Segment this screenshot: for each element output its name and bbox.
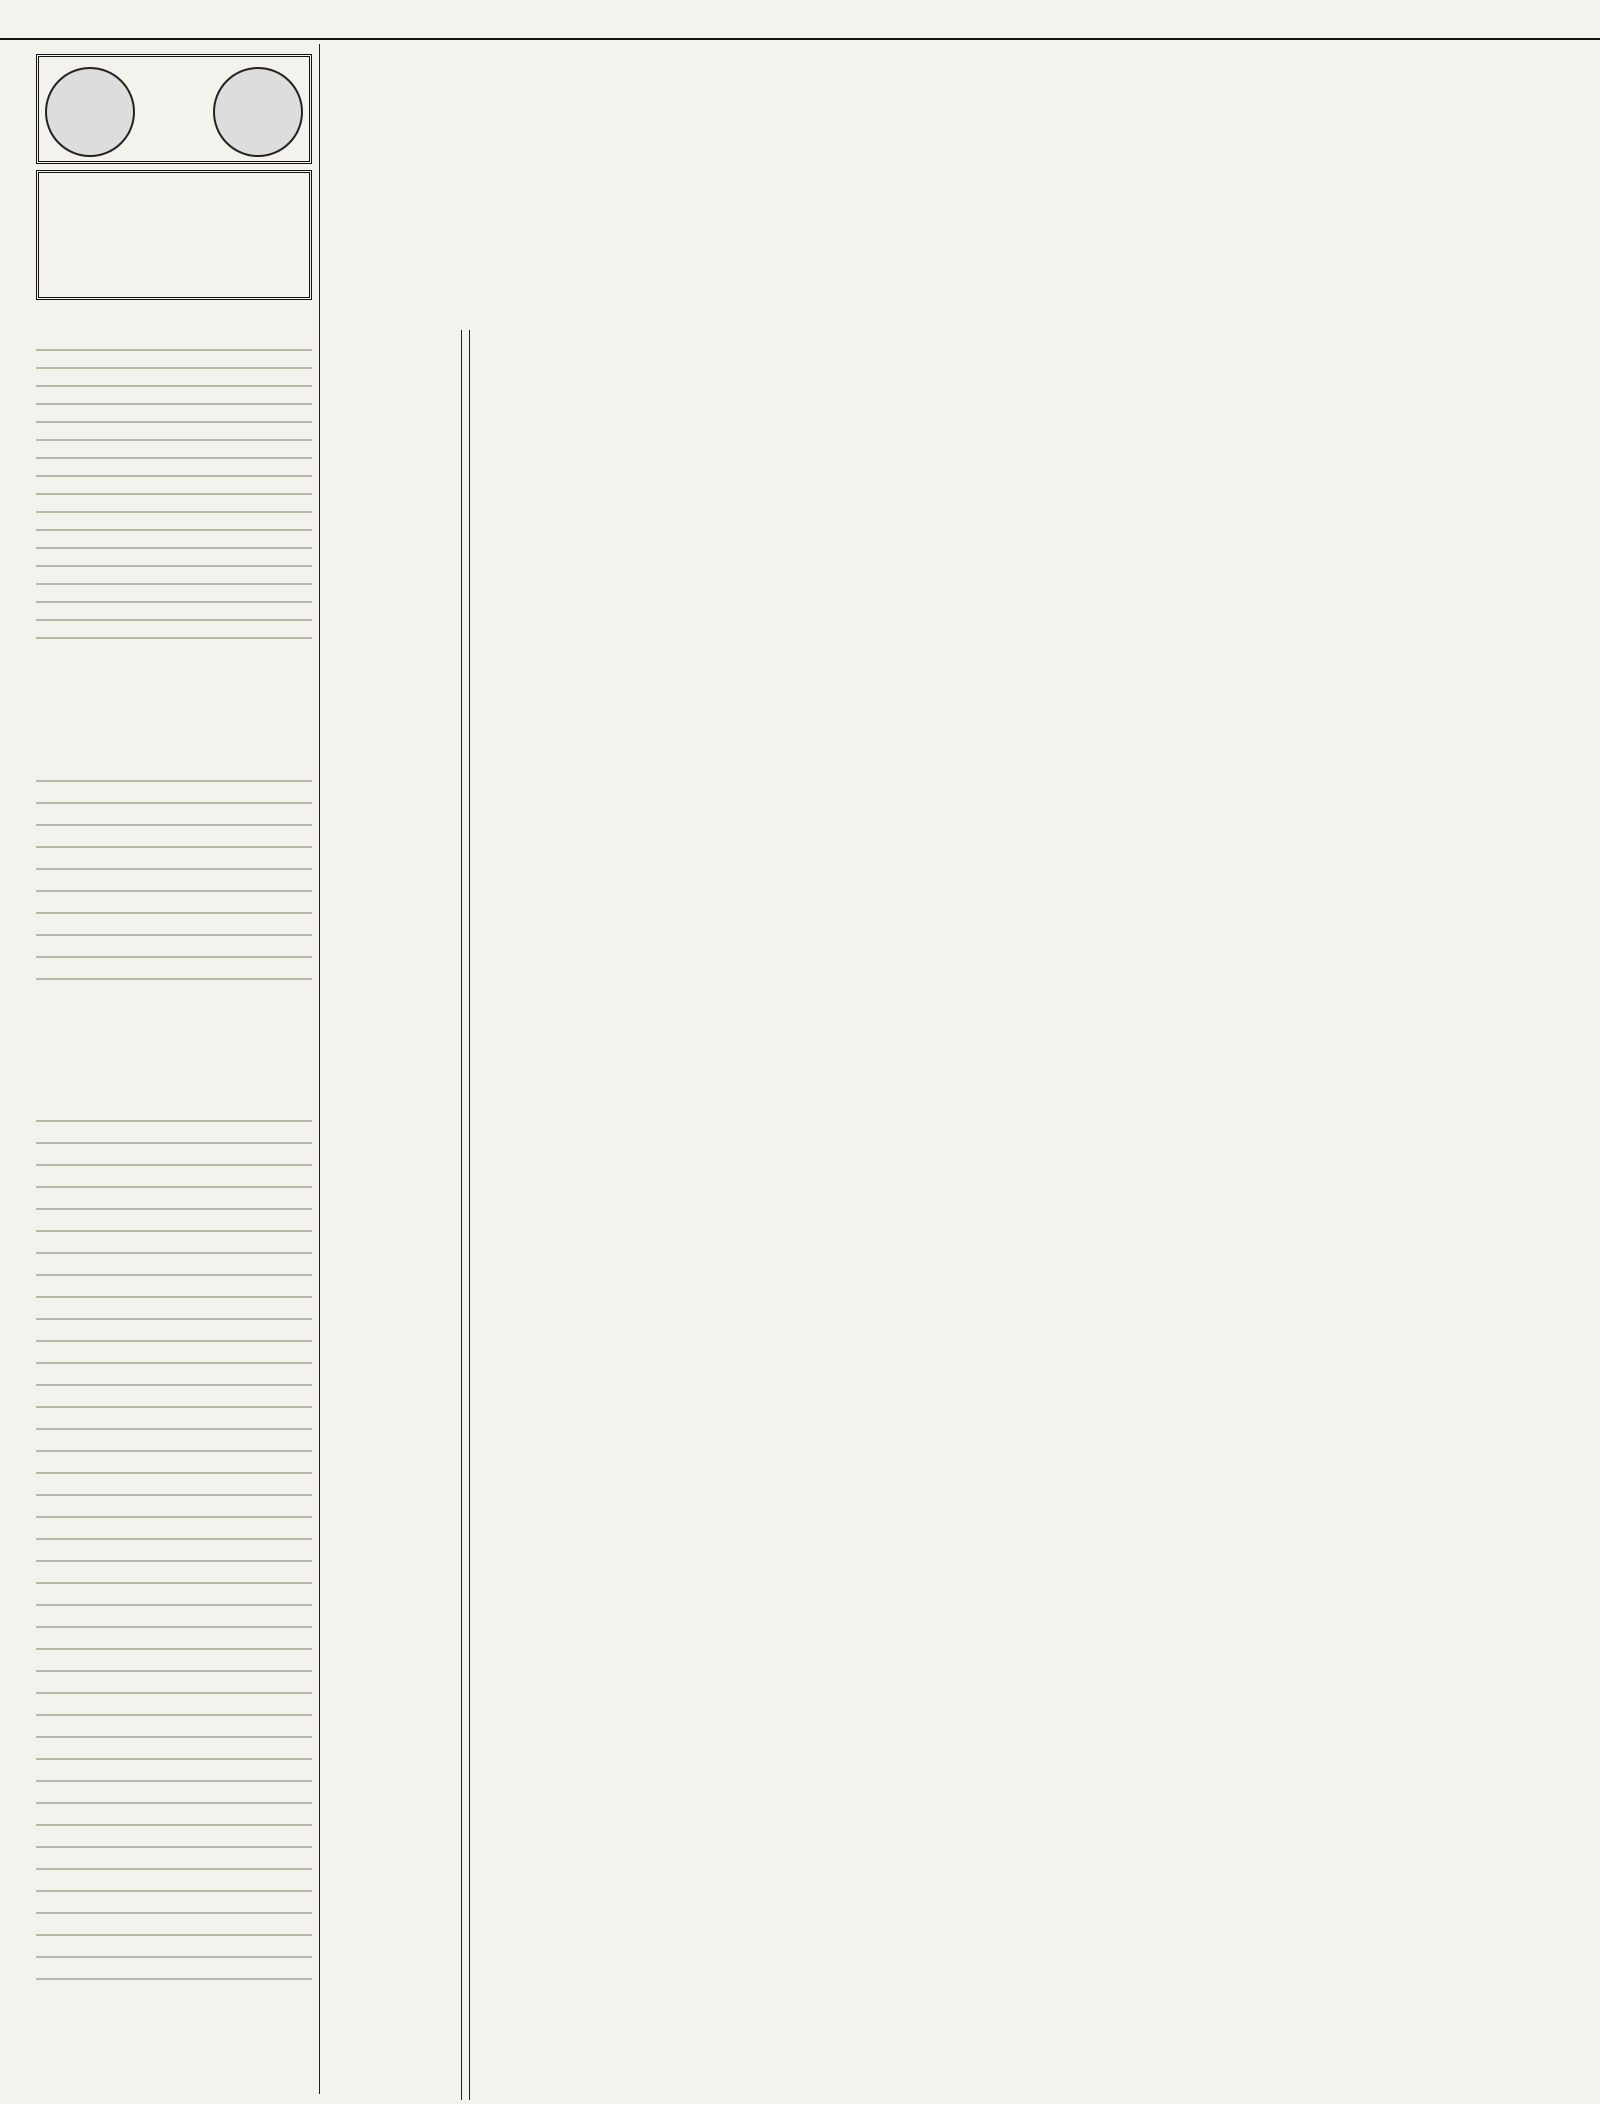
date-box: [36, 170, 312, 300]
coin-emblem-left: [45, 67, 135, 157]
page-header: [0, 0, 1600, 40]
column-1: [30, 44, 320, 2094]
article-continuation: [36, 340, 312, 640]
rail-schedule: [320, 334, 461, 338]
issue-date: [39, 187, 309, 234]
day-number: [162, 187, 186, 234]
poem-continuation: [36, 770, 312, 990]
masthead: [36, 54, 312, 164]
poetry-section: [36, 764, 312, 1094]
periphery-section: [36, 334, 312, 754]
coin-emblem-right: [213, 67, 303, 157]
column-2-visible: [320, 330, 462, 2100]
pennies-continuation: [36, 1110, 312, 1990]
column-2-final: [322, 44, 462, 330]
pennies-section: [36, 1104, 312, 2084]
